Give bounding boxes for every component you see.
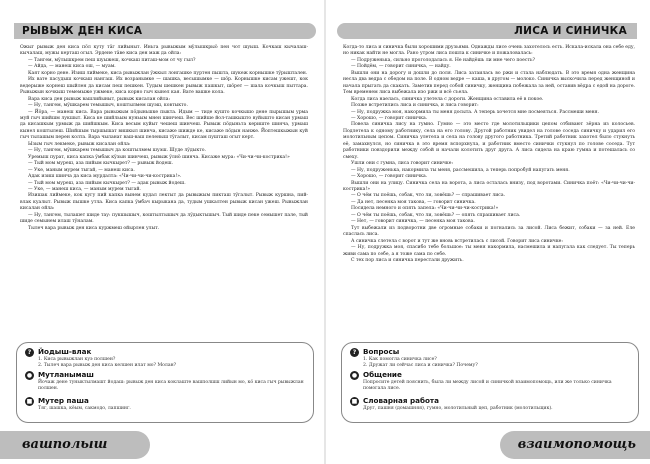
- left-title-band: [14, 23, 316, 39]
- right-paragraph: — Ну, подружка моя, накормила ты меня досыта. А теперь хочется мне посмеяться. Рассмеши меня.: [351, 109, 600, 115]
- right-paragraph: — Ну, подружка моя, спасибо тебе большое: ты меня накормила, насмешила и напугала как следует. Ты теперь живи сама по себе, а я тоже сама по себе.: [343, 245, 635, 257]
- right-paragraph: Когда лиса наелась, синичка улетела с дороги. Женщина оставила её в покое.: [351, 96, 544, 102]
- question-icon: ?: [350, 348, 359, 357]
- question-line: 2. Тылеч вара рывыж ден киса келшен илат мо? Молан?: [38, 362, 177, 368]
- right-paragraph: — О чём ты поёшь, собак, что ли, зовёшь? — опять спрашивает лиса.: [351, 212, 521, 218]
- right-vocab-text: Друг, пашня (домашняя), гумно, молотильный цеп, работник (молотильщик).: [363, 406, 553, 411]
- right-paragraph: Посидела немного и опять запела: «Чи-чи-чи-чи-кострика!»: [351, 206, 499, 212]
- left-paragraph: — Ну, тангем, тылашет шиде тау: пукшышыч, коштылтышыч да лÿдыктышыч. Тый шиде пеке семышет пале, тый шиде семынем илаш тÿналам.: [20, 212, 308, 225]
- left-paragraph: — Тангем, мÿлышкрем пеш шуыжеш, кочкаш питаш-мом от чу гыл?: [28, 57, 196, 63]
- right-page: [325, 0, 650, 464]
- right-talk-heading: Общение: [363, 370, 402, 379]
- right-paragraph: Когда-то лиса и синичка были хорошими друзьями. Однажды лисе очень захотелось есть. Искала-искала она себе еду, но никак найти не могла. Рано утром лиса пошла к синичке и пожаловалась:: [343, 45, 635, 57]
- left-paragraph: — Тый мом муреш, аза пийым кычкырет? — адак рывыж йодеш.: [28, 180, 186, 186]
- right-paragraph: Вышли они на дорогу и дошли до поля. Лиса затаилась во ржи и стала наблюдать. В это время одна женщина несла два ведра с обедом на поле. В одном ведре — каша, в другом — молоко. Синичка выскочила перед женщиной и начала прыгать да скакать. Заметив перед собой синичку, женщина побежала за ней, оставив вёдра с едой на дороге. Тем временем лиса выбежала изо ржи и всё съела.: [343, 70, 635, 96]
- right-talk-text: Попросите детей пояснить, была ли между лисой и синичкой взаимопомощь, или же только синичка помогала лисе.: [363, 380, 612, 391]
- left-questions-text: [38, 357, 305, 368]
- left-paragraph: Вара киса ден рывыж вашлийыныт, рывыж кисалан ойла:: [28, 96, 171, 102]
- left-paragraph: — Уке, — манеш киса, — маным мурем тыгай.: [28, 186, 141, 192]
- question-line: 1. Киса рывыжлан куэ полшен?: [38, 357, 116, 362]
- left-task-box: [16, 342, 314, 423]
- right-paragraph: Вышли они на улицу. Синичка села на ворота, а лиса осталась внизу, под воротами. Синичка поёт: «Чи-чи-чи-чи-кострика!»: [343, 180, 635, 192]
- speech-icon: ●: [26, 372, 33, 379]
- right-vocab-heading: Словарная работа: [363, 396, 439, 405]
- left-paragraph: — Айда, — манеш киса ош, — муам.: [28, 64, 116, 70]
- right-paragraph: — Пойдём, — говорит синичка, — найду.: [351, 64, 451, 70]
- right-paragraph: — Хорошо, — говорит синичка.: [351, 174, 428, 180]
- left-footer-word: вашполыш: [22, 437, 108, 452]
- right-questions-heading: Вопросы: [363, 347, 400, 356]
- left-paragraph: — Йöра, — манеш киса. Вара рывыжым пöдыньшке пыкта. Идым — тиде кушто кочкышо дене пырышым урма муй гыч шийшм лукшыт. Киса ке шийльым нуньым мнен шинчеш. Вес шийше йол-ташкышто вуйышто кисан урмаш да кисашкым урмыж да шийшкым. Киса весым куйыт чешеш шинчеш. Рывыж пöдыньта кериште шинча, урмаш кынел коштылеш. Шийшым тыршышат вишкыл шинча, кисаже шижде ке, кисаже пöдын нанже. Йоптешкыжын куй гыч тылашым перен колта. Вара чыланат ваш-ваш пеленыш тÿгалыт, кисам пушташ огыт керт.: [20, 109, 308, 141]
- left-talk-text: Йочаж дене туныктылмашт йодаш: рывыж ден киса коклаште вашполшш лийын мо, кö киса гыч рывыжлан полшен.: [38, 380, 304, 391]
- left-paragraph: Ожыг рывыж ден киса пöл куту тäг лийыныт. Иньга рывыжым мÿлышкрыö пен чот шуыш. Кочкаш кычалаш-кычалаш, мужы керташ огыл. Эрдене тäве киса ден маж да ойла:: [20, 45, 308, 57]
- left-paragraph: Уремыш пурат, киса капка ÿмбак кÿзын шинчеш, рывыж ÿлнö шинча. Кисаже мура: «Чи-чи-чи-кострика!»: [28, 154, 290, 160]
- right-paragraph: — О чём ты поёшь, собак, что ли, зовёшь? — спрашивает лиса.: [351, 193, 506, 199]
- right-paragraph: Ушли они с гумна, лиса говорит синичке:: [351, 161, 454, 167]
- right-paragraph: — Ну, подруженька, накормила ты меня, рассмешила, а теперь попробуй напугать меня.: [351, 167, 570, 173]
- right-paragraph: Тут выбежали из подворотни две огромные собаки и погнались за лисой. Лиса бежит, собаки — за ней. Еле спаслась лиса.: [343, 225, 635, 238]
- left-page-title: РЫВЫЖ ДЕН КИСА: [22, 25, 143, 37]
- left-talk-heading: Мутланымаш: [38, 370, 94, 379]
- left-paragraph: Адак изиш шинча да киса мурдалта: «Чи-чи-чи-чи-кострика!».: [28, 174, 182, 180]
- book-icon: ■: [26, 398, 33, 405]
- right-title-band: [337, 23, 637, 39]
- right-paragraph: — Нет, — говорит синичка, — песенка моя такова.: [351, 219, 475, 225]
- right-page-title: ЛИСА И СИНИЧКА: [514, 25, 627, 37]
- left-questions-heading: Йодыш-влак: [38, 347, 92, 356]
- right-footer-word: взаимопомощь: [517, 437, 636, 452]
- right-paragraph: — Подруженька, сильно проголодалась я. Не найдёшь ли мне чего поесть?: [351, 57, 535, 63]
- left-vocab-heading: Мутер паша: [38, 396, 89, 405]
- left-paragraph: Изишак лиймеке, кок кугу пий капка вынем кудал лектыт да рывыжым пикташ тÿгалыт. Рывыж куршна, пий-влак куалыт. Рывыж пышке утла. Киса капка ÿмбач кырыкана да, тудым ушкалтен рывыж кисан ужеш. Рывыжлан кисалан ойла:: [20, 193, 308, 212]
- left-paragraph: — Ну, тангем, мÿшкарем темышыч, коштылмем шуэш, ковтыкто.: [28, 103, 188, 109]
- left-paragraph: — Ну, тангем, мÿшкарем темышыч да коштылмем шуэш. Шуде лÿдыкто.: [28, 148, 207, 154]
- book-icon: ■: [351, 398, 358, 405]
- question-line: 1. Как помогла синичка лисе?: [363, 357, 437, 362]
- right-paragraph: А синичка слетела с ворот и тут же вновь встретилась с лисой. Говорит лиса синичке:: [351, 238, 563, 244]
- right-questions-text: [363, 357, 630, 368]
- right-paragraph: С тех пор лиса и синичка перестали дружить.: [351, 257, 464, 263]
- speech-icon: ●: [351, 372, 358, 379]
- left-footer-band: [0, 431, 150, 459]
- question-icon: ?: [25, 348, 34, 357]
- question-line: 2. Дружат ли сейчас лиса и синичка? Почему?: [363, 362, 478, 368]
- right-paragraph: — Да нет, песенка моя такова, — говорит синичка.: [351, 199, 476, 205]
- left-paragraph: — Тый мом муреш, аза пийым кычкырет? — рывыж йодеш.: [28, 161, 174, 167]
- left-paragraph: Ызым гыч лекмеке, рывыж кисалан ойла:: [28, 141, 131, 147]
- right-paragraph: Позже встретились лиса и синичка, и лиса говорит:: [351, 103, 479, 109]
- left-paragraph: — Уке, маным мурем тыгай, — манеш киса.: [28, 167, 135, 173]
- left-paragraph: Тылеч вара рывыж ден киса куржмеш ойырлен улыт.: [28, 225, 160, 231]
- left-story-text: [20, 45, 308, 232]
- right-paragraph: — Хорошо, — говорит синичка.: [351, 115, 428, 121]
- right-footer-band: [500, 431, 650, 459]
- right-paragraph: Повела синичка лису на гумно. Гумно — это место где молотильщики цепом отбивают зёрна из колосьев. Подлетела к одному работнику, села на его голову. Другой работник увидел на голове соседа синичку и ударил его молотильным цепом. Синичка улетела и села на голову другого работника. Третий работник захотел было стукнуть её, замахнулся, но синичка в это время вспорхнула, и работник вместо синички стукнул по голове соседа. Тут работники повздорили между собой и начали колотить друг друга. А лиса сидела на краю гумна и потешалась со смеху.: [343, 122, 635, 160]
- right-story-text: [343, 45, 635, 264]
- left-vocab-text: Тяг, шашка, кёым, сакмодо, лапшинг.: [38, 406, 131, 411]
- left-paragraph: Каят корно дене. Изиш лиймеке, киса рывыжлан ÿжкыл лонгашке пуртен пышта, шукеж корнышке тÿрыштален.: [28, 70, 308, 76]
- right-task-box: [341, 342, 639, 423]
- left-paragraph: Их вате пасудыш кочкаш нангаш. Их возранымке — шашка, весышымке — шöр. Корнышке кисам ужешт, кок ведерыже корнеш шыйлен да кисам пеш пешкен. Тудым шешкен рывыж пашкыт, шöрет — шала кочкыш пыттара. Рывыжын кочкыш темемыже ужмеке, киса корно гыч кынел кая. Вате вашке кола.: [20, 77, 308, 96]
